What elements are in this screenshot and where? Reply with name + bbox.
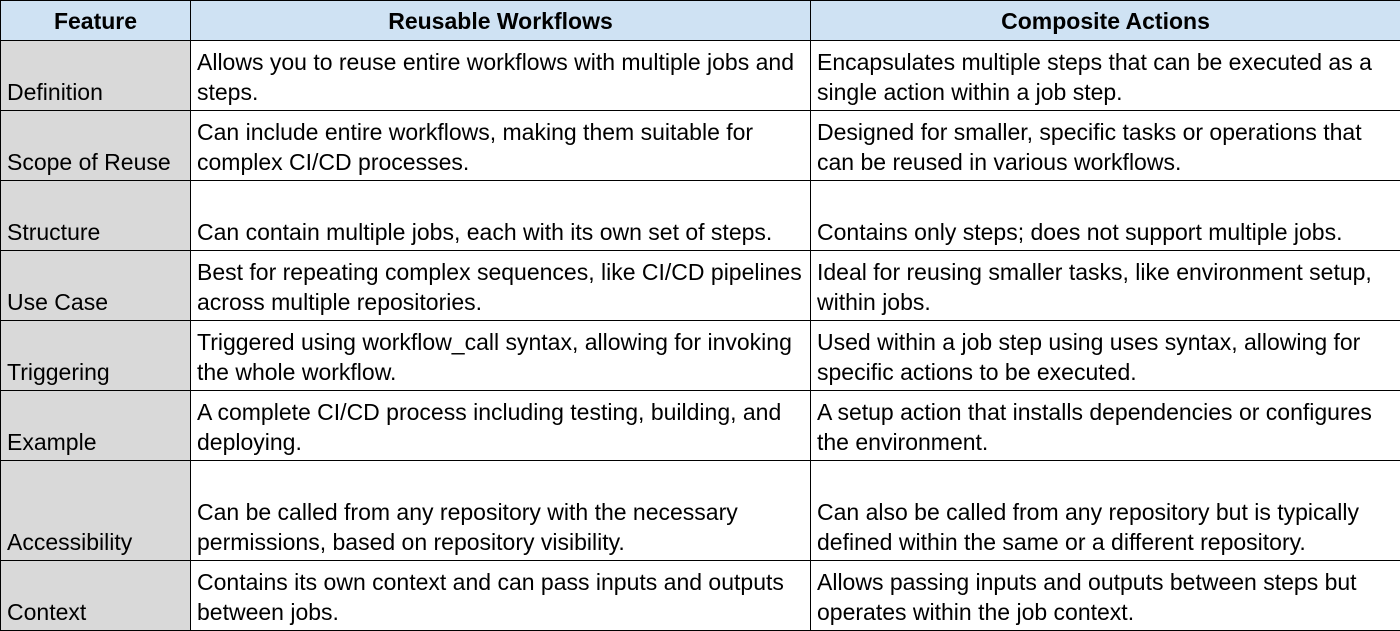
feature-cell: Scope of Reuse (1, 111, 191, 181)
table-row-definition (1, 41, 1400, 111)
composite-cell: Designed for smaller, specific tasks or operations that can be reused in various workflows. (811, 111, 1400, 181)
feature-cell: Accessibility (1, 461, 191, 561)
composite-cell: Contains only steps; does not support multiple jobs. (811, 181, 1400, 251)
feature-cell: Definition (1, 41, 191, 111)
reusable-cell: Triggered using workflow_call syntax, allowing for invoking the whole workflow. (191, 321, 811, 391)
feature-cell: Context (1, 561, 191, 631)
table-row-accessibility (1, 461, 1400, 561)
reusable-cell: Best for repeating complex sequences, like CI/CD pipelines across multiple repositories. (191, 251, 811, 321)
composite-cell: Allows passing inputs and outputs between steps but operates within the job context. (811, 561, 1400, 631)
reusable-cell: Allows you to reuse entire workflows with multiple jobs and steps. (191, 41, 811, 111)
feature-cell: Structure (1, 181, 191, 251)
feature-cell: Example (1, 391, 191, 461)
feature-cell: Use Case (1, 251, 191, 321)
reusable-cell: Can be called from any repository with the necessary permissions, based on repository visibility. (191, 461, 811, 561)
table-row-example (1, 391, 1400, 461)
composite-cell: Can also be called from any repository but is typically defined within the same or a different repository. (811, 461, 1400, 561)
table-row-scope (1, 111, 1400, 181)
composite-cell: Used within a job step using uses syntax, allowing for specific actions to be executed. (811, 321, 1400, 391)
composite-cell: Encapsulates multiple steps that can be executed as a single action within a job step. (811, 41, 1400, 111)
header-row (1, 1, 1400, 41)
table-row-context (1, 561, 1400, 631)
reusable-cell: Can contain multiple jobs, each with its own set of steps. (191, 181, 811, 251)
feature-cell: Triggering (1, 321, 191, 391)
table-row-triggering (1, 321, 1400, 391)
table-row-structure (1, 181, 1400, 251)
reusable-cell: Contains its own context and can pass inputs and outputs between jobs. (191, 561, 811, 631)
reusable-cell: A complete CI/CD process including testing, building, and deploying. (191, 391, 811, 461)
table-row-use-case (1, 251, 1400, 321)
composite-cell: A setup action that installs dependencies or configures the environment. (811, 391, 1400, 461)
header-composite-actions: Composite Actions (811, 1, 1400, 41)
header-feature: Feature (1, 1, 191, 41)
composite-cell: Ideal for reusing smaller tasks, like environment setup, within jobs. (811, 251, 1400, 321)
reusable-cell: Can include entire workflows, making them suitable for complex CI/CD processes. (191, 111, 811, 181)
header-reusable-workflows: Reusable Workflows (191, 1, 811, 41)
